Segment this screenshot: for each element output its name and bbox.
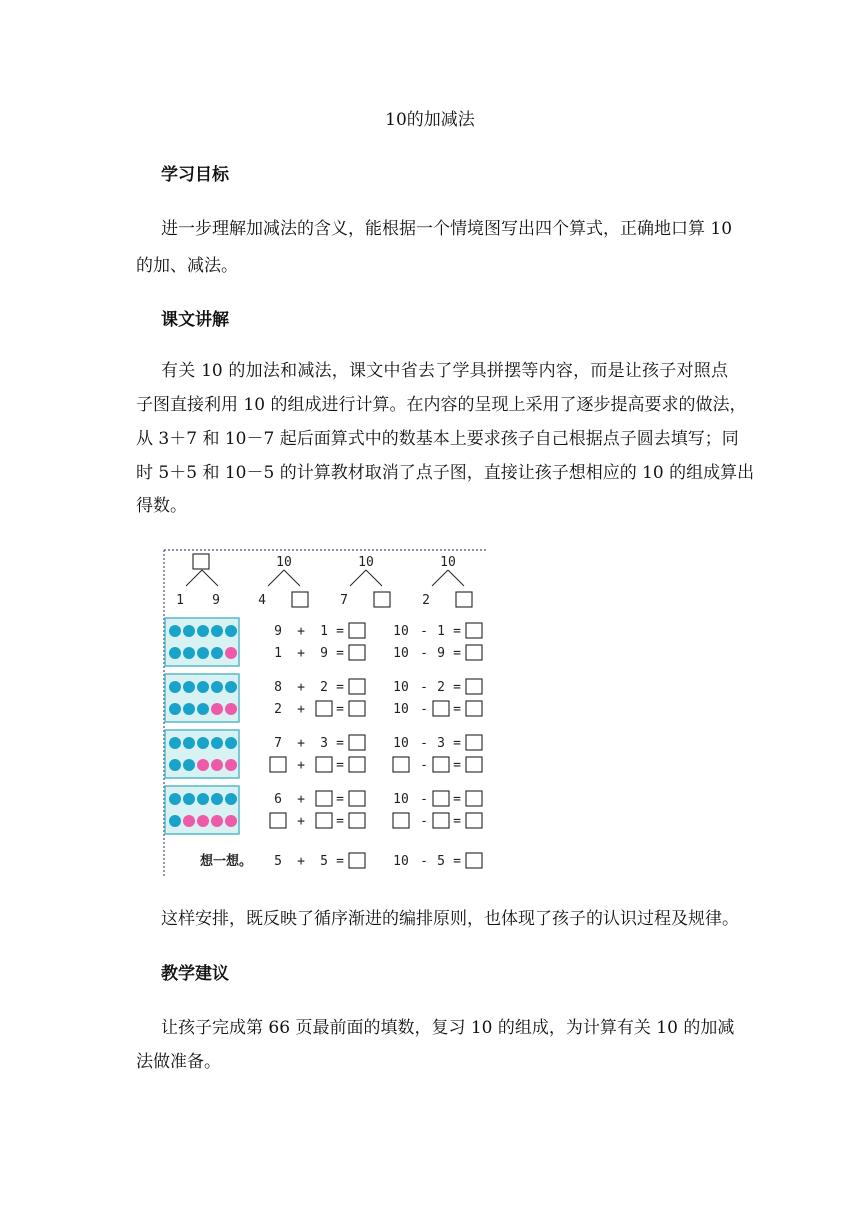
equals-sign: =: [336, 680, 344, 695]
blue-dot: [183, 681, 195, 693]
goals-line-1: 进一步理解加减法的含义，能根据一个情境图写出四个算式，正确地口算 10: [161, 219, 733, 239]
goals-heading: 学习目标: [161, 165, 229, 185]
equals-sign: =: [336, 814, 344, 829]
equals-sign: =: [453, 702, 461, 717]
add-operand-a: 7: [274, 736, 282, 751]
equals-sign: =: [336, 792, 344, 807]
equals-sign: =: [453, 814, 461, 829]
textbook-figure-svg: [162, 548, 488, 876]
equals-sign: =: [453, 736, 461, 751]
equals-sign: =: [336, 854, 344, 869]
equals-sign: =: [453, 646, 461, 661]
think-label: 想一想。: [199, 854, 253, 869]
blue-dot: [211, 793, 223, 805]
decomp-right-box: [292, 592, 308, 607]
explain-heading: 课文讲解: [161, 310, 229, 330]
blue-dot: [197, 703, 209, 715]
equals-sign: =: [336, 758, 344, 773]
blue-dot: [225, 793, 237, 805]
pink-dot: [225, 759, 237, 771]
sub-answer-box: [466, 735, 482, 750]
minus-sign: -: [420, 814, 428, 829]
sub-answer-box: [466, 701, 482, 716]
sub-operand-b-box: [433, 813, 449, 828]
sub-operand-b: 1: [437, 624, 445, 639]
minus-sign: -: [420, 680, 428, 695]
equals-sign: =: [453, 624, 461, 639]
equals-sign: =: [336, 646, 344, 661]
pink-dot: [183, 815, 195, 827]
blue-dot: [225, 737, 237, 749]
think-sub-a: 10: [393, 854, 409, 869]
explain-line-1: 有关 10 的加法和减法，课文中省去了学具拼摆等内容，而是让孩子对照点: [161, 361, 728, 381]
decomp-branch-left: [186, 570, 202, 586]
blue-dot: [197, 681, 209, 693]
goals-line-2: 的加、减法。: [136, 256, 238, 276]
plus-sign: +: [297, 814, 305, 829]
decomp-branch-right: [366, 570, 382, 586]
sub-operand-a: 10: [393, 646, 409, 661]
add-operand-b: 1: [320, 624, 328, 639]
explain-line-2: 子图直接利用 10 的组成进行计算。在内容的呈现上采用了逐步提高要求的做法，: [136, 395, 747, 415]
explain-line-3: 从 3＋7 和 10－7 起后面算式中的数基本上要求孩子自己根据点子圆去填写；同: [136, 429, 739, 449]
blue-dot: [169, 759, 181, 771]
pink-dot: [211, 759, 223, 771]
explain-line-5: 得数。: [136, 496, 187, 516]
minus-sign: -: [420, 758, 428, 773]
add-answer-box: [349, 679, 365, 694]
page-title: 10的加减法: [385, 110, 475, 130]
pink-dot: [225, 647, 237, 659]
sub-answer-box: [466, 645, 482, 660]
think-sub-b: 5: [437, 854, 445, 869]
pink-dot: [225, 815, 237, 827]
blue-dot: [169, 647, 181, 659]
blue-dot: [197, 793, 209, 805]
blue-dot: [211, 625, 223, 637]
sub-operand-a: 10: [393, 792, 409, 807]
sub-operand-a: 10: [393, 702, 409, 717]
equals-sign: =: [453, 680, 461, 695]
pink-dot: [211, 703, 223, 715]
plus-sign: +: [297, 854, 305, 869]
sub-operand-b: 2: [437, 680, 445, 695]
blue-dot: [183, 703, 195, 715]
pink-dot: [211, 815, 223, 827]
blue-dot: [169, 815, 181, 827]
minus-sign: -: [420, 646, 428, 661]
blue-dot: [211, 647, 223, 659]
blue-dot: [169, 703, 181, 715]
sub-operand-a-box: [393, 757, 409, 772]
add-answer-box: [349, 813, 365, 828]
advice-line-2: 法做准备。: [136, 1052, 221, 1072]
decomp-top: 10: [276, 555, 292, 570]
equals-sign: =: [453, 854, 461, 869]
plus-sign: +: [297, 624, 305, 639]
blue-dot: [183, 647, 195, 659]
add-operand-a: 1: [274, 646, 282, 661]
pink-dot: [197, 759, 209, 771]
decomp-branch-right: [202, 570, 218, 586]
decomp-left: 2: [422, 593, 430, 608]
add-answer-box: [349, 623, 365, 638]
add-answer-box: [349, 791, 365, 806]
decomp-top-box: [193, 554, 209, 569]
decomp-right: 9: [212, 593, 220, 608]
sub-answer-box: [466, 623, 482, 638]
sub-operand-b-box: [433, 757, 449, 772]
equals-sign: =: [336, 624, 344, 639]
sub-operand-a: 10: [393, 736, 409, 751]
decomp-top: 10: [358, 555, 374, 570]
sub-operand-a: 10: [393, 680, 409, 695]
blue-dot: [183, 625, 195, 637]
add-operand-a: 2: [274, 702, 282, 717]
blue-dot: [197, 625, 209, 637]
sub-answer-box: [466, 813, 482, 828]
decomp-left: 7: [340, 593, 348, 608]
advice-heading: 教学建议: [161, 964, 229, 984]
decomp-left: 1: [176, 593, 184, 608]
sub-answer-box: [466, 679, 482, 694]
after-figure-text: 这样安排，既反映了循序渐进的编排原则，也体现了孩子的认识过程及规律。: [161, 909, 739, 929]
add-answer-box: [349, 645, 365, 660]
add-operand-a: 6: [274, 792, 282, 807]
add-operand-a-box: [270, 813, 286, 828]
decomp-branch-left: [350, 570, 366, 586]
blue-dot: [197, 737, 209, 749]
sub-operand-b-box: [433, 791, 449, 806]
add-operand-a-box: [270, 757, 286, 772]
add-operand-a: 9: [274, 624, 282, 639]
blue-dot: [169, 737, 181, 749]
blue-dot: [183, 737, 195, 749]
equals-sign: =: [336, 702, 344, 717]
add-operand-b: 3: [320, 736, 328, 751]
minus-sign: -: [420, 854, 428, 869]
textbook-figure: [162, 548, 488, 876]
minus-sign: -: [420, 736, 428, 751]
plus-sign: +: [297, 680, 305, 695]
advice-line-1: 让孩子完成第 66 页最前面的填数，复习 10 的组成，为计算有关 10 的加减: [161, 1018, 735, 1038]
plus-sign: +: [297, 736, 305, 751]
blue-dot: [225, 681, 237, 693]
decomp-branch-right: [448, 570, 464, 586]
equals-sign: =: [453, 758, 461, 773]
blue-dot: [183, 793, 195, 805]
pink-dot: [225, 703, 237, 715]
sub-answer-box: [466, 791, 482, 806]
minus-sign: -: [420, 792, 428, 807]
decomp-right-box: [374, 592, 390, 607]
plus-sign: +: [297, 702, 305, 717]
sub-operand-a-box: [393, 813, 409, 828]
blue-dot: [169, 793, 181, 805]
explain-line-4: 时 5＋5 和 10－5 的计算教材取消了点子图，直接让孩子想相应的 10 的组成算出: [136, 463, 755, 483]
sub-operand-b-box: [433, 701, 449, 716]
plus-sign: +: [297, 758, 305, 773]
blue-dot: [197, 647, 209, 659]
plus-sign: +: [297, 792, 305, 807]
think-add-b: 5: [320, 854, 328, 869]
add-operand-b-box: [316, 791, 332, 806]
blue-dot: [225, 625, 237, 637]
blue-dot: [169, 625, 181, 637]
add-answer-box: [349, 735, 365, 750]
add-operand-a: 8: [274, 680, 282, 695]
think-add-a: 5: [274, 854, 282, 869]
think-sub-answer-box: [466, 853, 482, 868]
blue-dot: [211, 737, 223, 749]
minus-sign: -: [420, 702, 428, 717]
add-operand-b-box: [316, 813, 332, 828]
equals-sign: =: [453, 792, 461, 807]
decomp-branch-right: [284, 570, 300, 586]
blue-dot: [183, 759, 195, 771]
blue-dot: [169, 681, 181, 693]
sub-answer-box: [466, 757, 482, 772]
decomp-branch-left: [432, 570, 448, 586]
pink-dot: [197, 815, 209, 827]
minus-sign: -: [420, 624, 428, 639]
add-operand-b-box: [316, 757, 332, 772]
sub-operand-a: 10: [393, 624, 409, 639]
add-answer-box: [349, 701, 365, 716]
decomp-top: 10: [440, 555, 456, 570]
decomp-branch-left: [268, 570, 284, 586]
add-operand-b: 9: [320, 646, 328, 661]
add-answer-box: [349, 757, 365, 772]
blue-dot: [211, 681, 223, 693]
add-operand-b: 2: [320, 680, 328, 695]
decomp-right-box: [456, 592, 472, 607]
think-add-answer-box: [349, 853, 365, 868]
plus-sign: +: [297, 646, 305, 661]
add-operand-b-box: [316, 701, 332, 716]
equals-sign: =: [336, 736, 344, 751]
sub-operand-b: 3: [437, 736, 445, 751]
decomp-left: 4: [258, 593, 266, 608]
sub-operand-b: 9: [437, 646, 445, 661]
